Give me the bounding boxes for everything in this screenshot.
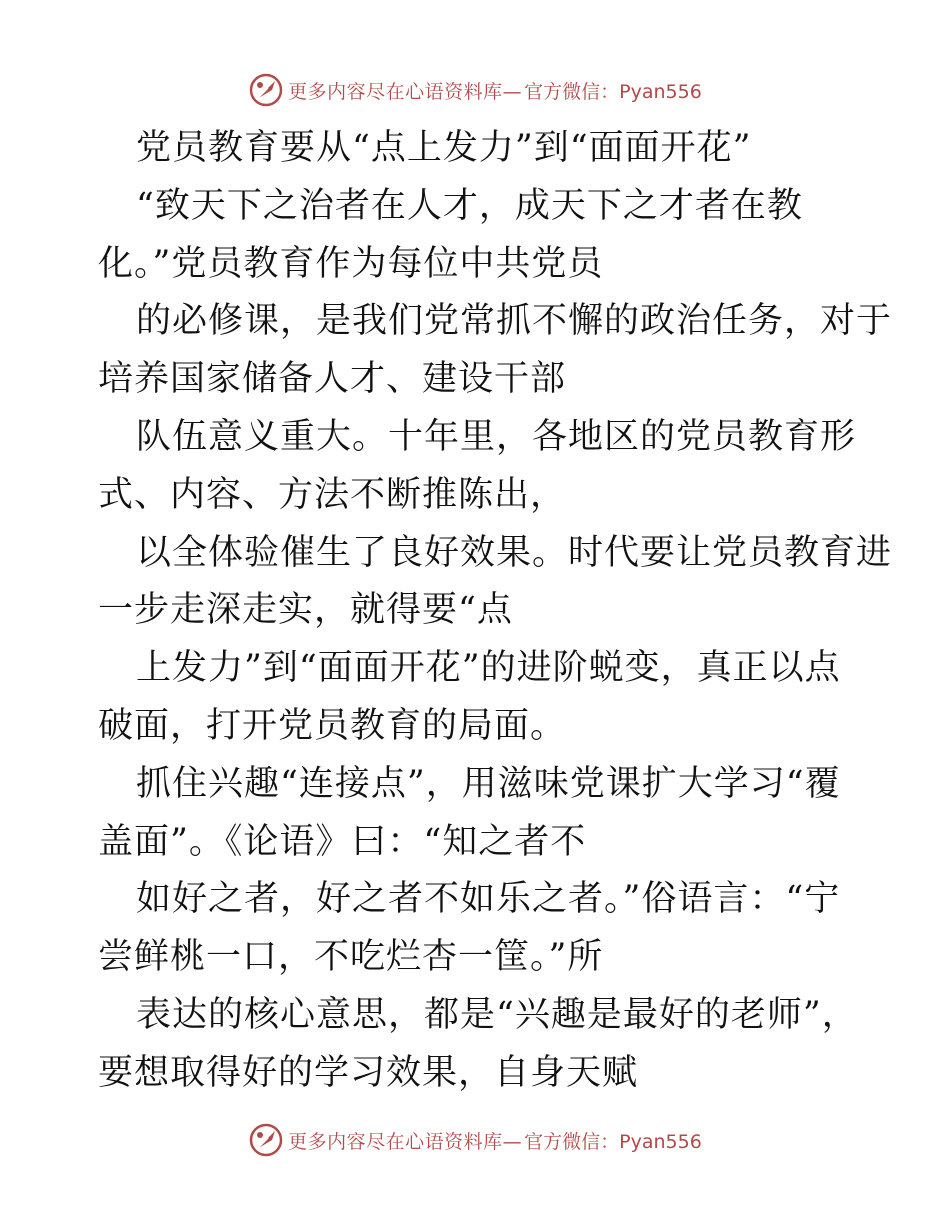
text-line: “致天下之治者在人才，成天下之才者在教: [136, 185, 803, 226]
quill-pen-icon: [248, 1122, 284, 1158]
quill-pen-icon: [248, 72, 284, 108]
document-body: [0, 120, 950, 1103]
watermark-brand-text: 更多内容尽在心语资料库—: [288, 1130, 523, 1153]
watermark-header: [0, 70, 950, 110]
text-line: 如好之者，好之者不如乐之者。”俗语言：“宁: [136, 879, 841, 920]
text-line: 式、内容、方法不断推陈出，: [98, 474, 567, 515]
text-line: 的必修课，是我们党常抓不懈的政治任务，对于: [136, 301, 893, 342]
text-line: 盖面”。《论语》曰：“知之者不: [98, 821, 587, 862]
text-line: 要想取得好的学习效果，自身天赋: [98, 1052, 639, 1093]
watermark-brand-text: 更多内容尽在心语资料库—: [288, 80, 523, 103]
text-line: 化。”党员教育作为每位中共党员: [98, 243, 604, 284]
watermark-footer: [0, 1120, 950, 1160]
text-line: 破面，打开党员教育的局面。: [98, 705, 567, 746]
text-line: 表达的核心意思，都是“兴趣是最好的老师”，: [136, 994, 858, 1035]
text-line: 抓住兴趣“连接点”，用滋味党课扩大学习“覆: [136, 763, 841, 804]
text-line: 尝鲜桃一口，不吃烂杏一筐。”所: [98, 937, 604, 978]
document-title: 党员教育要从“点上发力”到“面面开花”: [136, 128, 752, 168]
text-line: 队伍意义重大。十年里，各地区的党员教育形: [136, 416, 857, 457]
text-line: 一步走深走实，就得要“点: [98, 590, 513, 631]
text-line: 培养国家储备人才、建设干部: [98, 359, 567, 400]
text-line: 上发力”到“面面开花”的进阶蜕变，真正以点: [136, 648, 841, 689]
watermark-contact-text: 官方微信：Pyan556: [524, 80, 702, 103]
text-line: 以全体验催生了良好效果。时代要让党员教育进: [136, 532, 893, 573]
watermark-contact-text: 官方微信：Pyan556: [524, 1130, 702, 1153]
